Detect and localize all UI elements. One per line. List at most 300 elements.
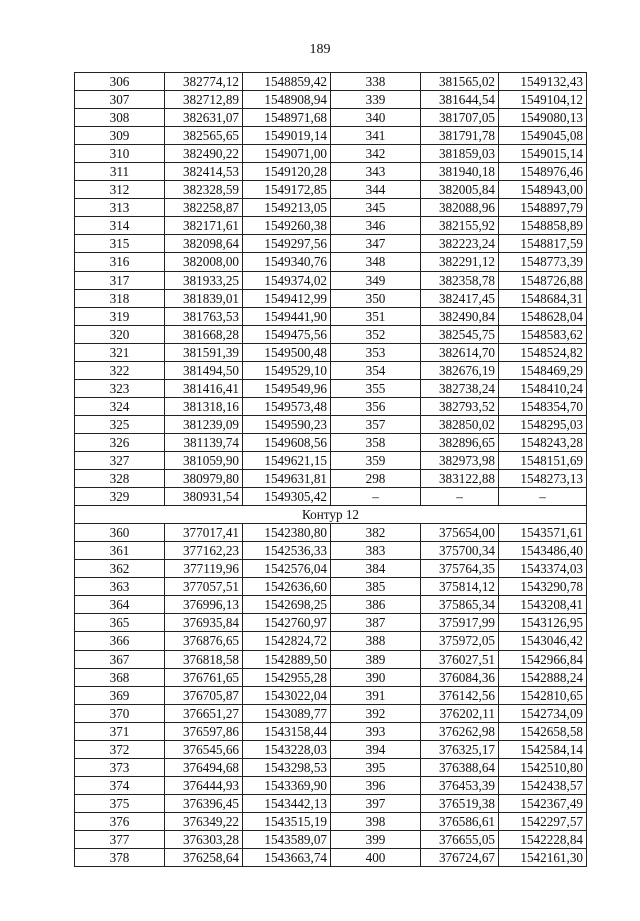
x-coordinate-cell: 381707,05 xyxy=(421,109,499,127)
point-number-cell: 315 xyxy=(75,235,165,253)
point-number-cell: 356 xyxy=(331,397,421,415)
point-number-cell: 378 xyxy=(75,849,165,867)
point-number-cell: 374 xyxy=(75,776,165,794)
y-coordinate-cell: 1543022,04 xyxy=(243,686,331,704)
x-coordinate-cell: 376202,11 xyxy=(421,704,499,722)
y-coordinate-cell: 1548628,04 xyxy=(499,307,587,325)
point-number-cell: 348 xyxy=(331,253,421,271)
x-coordinate-cell: 376586,61 xyxy=(421,812,499,830)
x-coordinate-cell: 376494,68 xyxy=(165,758,243,776)
x-coordinate-cell: 376655,05 xyxy=(421,830,499,848)
y-coordinate-cell: 1549590,23 xyxy=(243,415,331,433)
y-coordinate-cell: 1542760,97 xyxy=(243,614,331,632)
point-number-cell: 313 xyxy=(75,199,165,217)
point-number-cell: 322 xyxy=(75,361,165,379)
y-coordinate-cell: 1549305,42 xyxy=(243,488,331,506)
y-coordinate-cell: 1549621,15 xyxy=(243,451,331,469)
x-coordinate-cell: 382896,65 xyxy=(421,433,499,451)
x-coordinate-cell: 376027,51 xyxy=(421,650,499,668)
x-coordinate-cell: 381791,78 xyxy=(421,127,499,145)
x-coordinate-cell: 382490,22 xyxy=(165,145,243,163)
y-coordinate-cell: 1549441,90 xyxy=(243,307,331,325)
y-coordinate-cell: 1548583,62 xyxy=(499,325,587,343)
x-coordinate-cell: 381940,18 xyxy=(421,163,499,181)
y-coordinate-cell: 1548859,42 xyxy=(243,73,331,91)
x-coordinate-cell: 376724,67 xyxy=(421,849,499,867)
y-coordinate-cell: 1549015,14 xyxy=(499,145,587,163)
point-number-cell: 344 xyxy=(331,181,421,199)
point-number-cell: 309 xyxy=(75,127,165,145)
x-coordinate-cell: 381239,09 xyxy=(165,415,243,433)
point-number-cell: 341 xyxy=(331,127,421,145)
point-number-cell: 318 xyxy=(75,289,165,307)
y-coordinate-cell: 1543589,07 xyxy=(243,830,331,848)
point-number-cell: 376 xyxy=(75,812,165,830)
y-coordinate-cell: 1548971,68 xyxy=(243,109,331,127)
x-coordinate-cell: 376705,87 xyxy=(165,686,243,704)
table-row xyxy=(75,596,587,614)
y-coordinate-cell: 1543486,40 xyxy=(499,542,587,560)
y-coordinate-cell: 1548273,13 xyxy=(499,470,587,488)
point-number-cell: 352 xyxy=(331,325,421,343)
x-coordinate-cell: 376935,84 xyxy=(165,614,243,632)
table-row xyxy=(75,415,587,433)
y-coordinate-cell: 1542824,72 xyxy=(243,632,331,650)
point-number-cell: 358 xyxy=(331,433,421,451)
point-number-cell: 392 xyxy=(331,704,421,722)
x-coordinate-cell: 382008,00 xyxy=(165,253,243,271)
x-coordinate-cell: 381416,41 xyxy=(165,379,243,397)
point-number-cell: 349 xyxy=(331,271,421,289)
y-coordinate-cell: 1549260,38 xyxy=(243,217,331,235)
point-number-cell: 353 xyxy=(331,343,421,361)
x-coordinate-cell: 376818,58 xyxy=(165,650,243,668)
point-number-cell: 366 xyxy=(75,632,165,650)
x-coordinate-cell: 375814,12 xyxy=(421,578,499,596)
point-number-cell: 320 xyxy=(75,325,165,343)
point-number-cell: 308 xyxy=(75,109,165,127)
y-coordinate-cell: 1542228,84 xyxy=(499,830,587,848)
x-coordinate-cell: 381591,39 xyxy=(165,343,243,361)
table-row xyxy=(75,163,587,181)
x-coordinate-cell: 375917,99 xyxy=(421,614,499,632)
point-number-cell: 385 xyxy=(331,578,421,596)
y-coordinate-cell: 1548295,03 xyxy=(499,415,587,433)
y-coordinate-cell: 1542438,57 xyxy=(499,776,587,794)
table-row xyxy=(75,217,587,235)
point-number-cell: 351 xyxy=(331,307,421,325)
point-number-cell: 326 xyxy=(75,433,165,451)
y-coordinate-cell: 1549529,10 xyxy=(243,361,331,379)
point-number-cell: 359 xyxy=(331,451,421,469)
coordinates-table xyxy=(74,72,587,867)
point-number-cell: 311 xyxy=(75,163,165,181)
x-coordinate-cell: 376597,86 xyxy=(165,722,243,740)
point-number-cell: 343 xyxy=(331,163,421,181)
table-row xyxy=(75,632,587,650)
point-number-cell: 369 xyxy=(75,686,165,704)
x-coordinate-cell: 381839,01 xyxy=(165,289,243,307)
y-coordinate-cell: 1543442,13 xyxy=(243,794,331,812)
point-number-cell: 362 xyxy=(75,560,165,578)
table-row xyxy=(75,325,587,343)
point-number-cell: 324 xyxy=(75,397,165,415)
y-coordinate-cell: 1542584,14 xyxy=(499,740,587,758)
table-row xyxy=(75,253,587,271)
x-coordinate-cell: 376519,38 xyxy=(421,794,499,812)
table-row xyxy=(75,578,587,596)
x-coordinate-cell: 376262,98 xyxy=(421,722,499,740)
point-number-cell: 367 xyxy=(75,650,165,668)
table-row xyxy=(75,91,587,109)
y-coordinate-cell: 1548726,88 xyxy=(499,271,587,289)
table-row xyxy=(75,849,587,867)
y-coordinate-cell: 1549045,08 xyxy=(499,127,587,145)
point-number-cell: 307 xyxy=(75,91,165,109)
y-coordinate-cell: 1549019,14 xyxy=(243,127,331,145)
y-coordinate-cell: 1548858,89 xyxy=(499,217,587,235)
y-coordinate-cell: 1543046,42 xyxy=(499,632,587,650)
x-coordinate-cell: 376325,17 xyxy=(421,740,499,758)
point-number-cell: 339 xyxy=(331,91,421,109)
point-number-cell: 396 xyxy=(331,776,421,794)
table-row xyxy=(75,614,587,632)
y-coordinate-cell: 1549374,02 xyxy=(243,271,331,289)
y-coordinate-cell: 1549213,05 xyxy=(243,199,331,217)
table-row xyxy=(75,812,587,830)
x-coordinate-cell: 376444,93 xyxy=(165,776,243,794)
point-number-cell: 347 xyxy=(331,235,421,253)
x-coordinate-cell: 380979,80 xyxy=(165,470,243,488)
y-coordinate-cell: 1543663,74 xyxy=(243,849,331,867)
table-row xyxy=(75,127,587,145)
page-number: 189 xyxy=(309,42,331,57)
table-row xyxy=(75,145,587,163)
point-number-cell: 398 xyxy=(331,812,421,830)
y-coordinate-cell: 1542888,24 xyxy=(499,668,587,686)
x-coordinate-cell: 381059,90 xyxy=(165,451,243,469)
x-coordinate-cell: 382631,07 xyxy=(165,109,243,127)
x-coordinate-cell: 375764,35 xyxy=(421,560,499,578)
x-coordinate-cell: 382005,84 xyxy=(421,181,499,199)
x-coordinate-cell: 382545,75 xyxy=(421,325,499,343)
y-coordinate-cell: 1548243,28 xyxy=(499,433,587,451)
x-coordinate-cell: 376761,65 xyxy=(165,668,243,686)
point-number-cell: 373 xyxy=(75,758,165,776)
point-number-cell: 384 xyxy=(331,560,421,578)
x-coordinate-cell: 382358,78 xyxy=(421,271,499,289)
x-coordinate-cell: 382973,98 xyxy=(421,451,499,469)
y-coordinate-cell: 1549071,00 xyxy=(243,145,331,163)
y-coordinate-cell: 1549412,99 xyxy=(243,289,331,307)
x-coordinate-cell: 381565,02 xyxy=(421,73,499,91)
point-number-cell: 317 xyxy=(75,271,165,289)
x-coordinate-cell: 381933,25 xyxy=(165,271,243,289)
x-coordinate-cell: 380931,54 xyxy=(165,488,243,506)
point-number-cell: 377 xyxy=(75,830,165,848)
point-number-cell: 350 xyxy=(331,289,421,307)
point-number-cell: 329 xyxy=(75,488,165,506)
x-coordinate-cell: 381494,50 xyxy=(165,361,243,379)
table-row xyxy=(75,650,587,668)
x-coordinate-cell: 382565,65 xyxy=(165,127,243,145)
x-coordinate-cell: 382155,92 xyxy=(421,217,499,235)
x-coordinate-cell: 382850,02 xyxy=(421,415,499,433)
point-number-cell: 298 xyxy=(331,470,421,488)
point-number-cell: 357 xyxy=(331,415,421,433)
x-coordinate-cell: 376142,56 xyxy=(421,686,499,704)
point-number-cell: 342 xyxy=(331,145,421,163)
x-coordinate-cell: 382712,89 xyxy=(165,91,243,109)
x-coordinate-cell: 376876,65 xyxy=(165,632,243,650)
y-coordinate-cell: 1548773,39 xyxy=(499,253,587,271)
x-coordinate-cell: 376388,64 xyxy=(421,758,499,776)
x-coordinate-cell: 381668,28 xyxy=(165,325,243,343)
x-coordinate-cell: 382414,53 xyxy=(165,163,243,181)
point-number-cell: 355 xyxy=(331,379,421,397)
table-row xyxy=(75,704,587,722)
y-coordinate-cell: 1543290,78 xyxy=(499,578,587,596)
table-row xyxy=(75,668,587,686)
x-coordinate-cell: 382614,70 xyxy=(421,343,499,361)
table-row xyxy=(75,235,587,253)
y-coordinate-cell: 1549631,81 xyxy=(243,470,331,488)
point-number-cell: 371 xyxy=(75,722,165,740)
table-row xyxy=(75,271,587,289)
table-row xyxy=(75,830,587,848)
y-coordinate-cell: 1548817,59 xyxy=(499,235,587,253)
x-coordinate-cell: 381644,54 xyxy=(421,91,499,109)
table-row xyxy=(75,740,587,758)
x-coordinate-cell: 376349,22 xyxy=(165,812,243,830)
table-row xyxy=(75,524,587,542)
x-coordinate-cell: 376651,27 xyxy=(165,704,243,722)
x-coordinate-cell: 383122,88 xyxy=(421,470,499,488)
point-number-cell: 364 xyxy=(75,596,165,614)
y-coordinate-cell: 1549475,56 xyxy=(243,325,331,343)
x-coordinate-cell: 382774,12 xyxy=(165,73,243,91)
point-number-cell: 316 xyxy=(75,253,165,271)
y-coordinate-cell: 1543374,03 xyxy=(499,560,587,578)
point-number-cell: 325 xyxy=(75,415,165,433)
y-coordinate-cell: 1542658,58 xyxy=(499,722,587,740)
y-coordinate-cell: 1548524,82 xyxy=(499,343,587,361)
y-coordinate-cell: 1543126,95 xyxy=(499,614,587,632)
table-row xyxy=(75,379,587,397)
x-coordinate-cell: 376303,28 xyxy=(165,830,243,848)
point-number-cell: 393 xyxy=(331,722,421,740)
point-number-cell: 323 xyxy=(75,379,165,397)
point-number-cell: 306 xyxy=(75,73,165,91)
y-coordinate-cell: 1548908,94 xyxy=(243,91,331,109)
table-row xyxy=(75,794,587,812)
x-coordinate-cell: 381763,53 xyxy=(165,307,243,325)
y-coordinate-cell: 1549573,48 xyxy=(243,397,331,415)
x-coordinate-cell: 382417,45 xyxy=(421,289,499,307)
x-coordinate-cell: 376453,39 xyxy=(421,776,499,794)
x-coordinate-cell: 377057,51 xyxy=(165,578,243,596)
table-row xyxy=(75,758,587,776)
y-coordinate-cell: 1549608,56 xyxy=(243,433,331,451)
y-coordinate-cell: 1548943,00 xyxy=(499,181,587,199)
x-coordinate-cell: 382291,12 xyxy=(421,253,499,271)
point-number-cell: 383 xyxy=(331,542,421,560)
x-coordinate-cell: 382676,19 xyxy=(421,361,499,379)
x-coordinate-cell: 382328,59 xyxy=(165,181,243,199)
y-coordinate-cell: 1548684,31 xyxy=(499,289,587,307)
x-coordinate-cell: 381318,16 xyxy=(165,397,243,415)
y-coordinate-cell: 1548976,46 xyxy=(499,163,587,181)
x-coordinate-cell: 382098,64 xyxy=(165,235,243,253)
x-coordinate-cell: 376996,13 xyxy=(165,596,243,614)
y-coordinate-cell: 1542955,28 xyxy=(243,668,331,686)
point-number-cell: 382 xyxy=(331,524,421,542)
y-coordinate-cell: 1549132,43 xyxy=(499,73,587,91)
point-number-cell: 391 xyxy=(331,686,421,704)
y-coordinate-cell: – xyxy=(499,488,587,506)
table-row xyxy=(75,776,587,794)
point-number-cell: 360 xyxy=(75,524,165,542)
y-coordinate-cell: 1542698,25 xyxy=(243,596,331,614)
point-number-cell: 345 xyxy=(331,199,421,217)
point-number-cell: 365 xyxy=(75,614,165,632)
y-coordinate-cell: 1548410,24 xyxy=(499,379,587,397)
point-number-cell: 327 xyxy=(75,451,165,469)
y-coordinate-cell: 1543089,77 xyxy=(243,704,331,722)
section-row xyxy=(75,506,587,524)
point-number-cell: 363 xyxy=(75,578,165,596)
table-row xyxy=(75,181,587,199)
point-number-cell: 368 xyxy=(75,668,165,686)
point-number-cell: 400 xyxy=(331,849,421,867)
y-coordinate-cell: 1542576,04 xyxy=(243,560,331,578)
x-coordinate-cell: 382258,87 xyxy=(165,199,243,217)
y-coordinate-cell: 1543515,19 xyxy=(243,812,331,830)
point-number-cell: – xyxy=(331,488,421,506)
table-row xyxy=(75,289,587,307)
point-number-cell: 354 xyxy=(331,361,421,379)
point-number-cell: 328 xyxy=(75,470,165,488)
table-row xyxy=(75,451,587,469)
x-coordinate-cell: 381859,03 xyxy=(421,145,499,163)
y-coordinate-cell: 1542297,57 xyxy=(499,812,587,830)
x-coordinate-cell: 376396,45 xyxy=(165,794,243,812)
point-number-cell: 375 xyxy=(75,794,165,812)
point-number-cell: 387 xyxy=(331,614,421,632)
section-title: Контур 12 xyxy=(75,506,587,524)
y-coordinate-cell: 1549104,12 xyxy=(499,91,587,109)
point-number-cell: 312 xyxy=(75,181,165,199)
y-coordinate-cell: 1542810,65 xyxy=(499,686,587,704)
y-coordinate-cell: 1543298,53 xyxy=(243,758,331,776)
table-row xyxy=(75,397,587,415)
y-coordinate-cell: 1542536,33 xyxy=(243,542,331,560)
y-coordinate-cell: 1543228,03 xyxy=(243,740,331,758)
y-coordinate-cell: 1543158,44 xyxy=(243,722,331,740)
x-coordinate-cell: 381139,74 xyxy=(165,433,243,451)
y-coordinate-cell: 1542380,80 xyxy=(243,524,331,542)
table-row xyxy=(75,343,587,361)
y-coordinate-cell: 1542510,80 xyxy=(499,758,587,776)
y-coordinate-cell: 1542161,30 xyxy=(499,849,587,867)
x-coordinate-cell: 376545,66 xyxy=(165,740,243,758)
point-number-cell: 399 xyxy=(331,830,421,848)
y-coordinate-cell: 1542889,50 xyxy=(243,650,331,668)
point-number-cell: 310 xyxy=(75,145,165,163)
x-coordinate-cell: 375654,00 xyxy=(421,524,499,542)
y-coordinate-cell: 1543571,61 xyxy=(499,524,587,542)
y-coordinate-cell: 1549120,28 xyxy=(243,163,331,181)
table-row xyxy=(75,722,587,740)
table-row xyxy=(75,488,587,506)
point-number-cell: 394 xyxy=(331,740,421,758)
x-coordinate-cell: 377119,96 xyxy=(165,560,243,578)
point-number-cell: 346 xyxy=(331,217,421,235)
point-number-cell: 395 xyxy=(331,758,421,776)
table-row xyxy=(75,433,587,451)
table-row xyxy=(75,361,587,379)
table-row xyxy=(75,542,587,560)
point-number-cell: 386 xyxy=(331,596,421,614)
y-coordinate-cell: 1542367,49 xyxy=(499,794,587,812)
x-coordinate-cell: 382738,24 xyxy=(421,379,499,397)
x-coordinate-cell: 382223,24 xyxy=(421,235,499,253)
y-coordinate-cell: 1543369,90 xyxy=(243,776,331,794)
y-coordinate-cell: 1549549,96 xyxy=(243,379,331,397)
y-coordinate-cell: 1548469,29 xyxy=(499,361,587,379)
point-number-cell: 389 xyxy=(331,650,421,668)
table-row xyxy=(75,470,587,488)
point-number-cell: 397 xyxy=(331,794,421,812)
y-coordinate-cell: 1548151,69 xyxy=(499,451,587,469)
point-number-cell: 390 xyxy=(331,668,421,686)
y-coordinate-cell: 1548897,79 xyxy=(499,199,587,217)
y-coordinate-cell: 1549340,76 xyxy=(243,253,331,271)
point-number-cell: 361 xyxy=(75,542,165,560)
x-coordinate-cell: 375700,34 xyxy=(421,542,499,560)
point-number-cell: 338 xyxy=(331,73,421,91)
table-row xyxy=(75,307,587,325)
point-number-cell: 321 xyxy=(75,343,165,361)
point-number-cell: 388 xyxy=(331,632,421,650)
point-number-cell: 372 xyxy=(75,740,165,758)
y-coordinate-cell: 1549080,13 xyxy=(499,109,587,127)
point-number-cell: 319 xyxy=(75,307,165,325)
table-row xyxy=(75,686,587,704)
y-coordinate-cell: 1543208,41 xyxy=(499,596,587,614)
y-coordinate-cell: 1549297,56 xyxy=(243,235,331,253)
x-coordinate-cell: – xyxy=(421,488,499,506)
table-row xyxy=(75,73,587,91)
table-row xyxy=(75,199,587,217)
y-coordinate-cell: 1542966,84 xyxy=(499,650,587,668)
x-coordinate-cell: 377017,41 xyxy=(165,524,243,542)
point-number-cell: 370 xyxy=(75,704,165,722)
y-coordinate-cell: 1542734,09 xyxy=(499,704,587,722)
x-coordinate-cell: 382490,84 xyxy=(421,307,499,325)
x-coordinate-cell: 375972,05 xyxy=(421,632,499,650)
table-row xyxy=(75,560,587,578)
point-number-cell: 340 xyxy=(331,109,421,127)
x-coordinate-cell: 376084,36 xyxy=(421,668,499,686)
table-row xyxy=(75,109,587,127)
x-coordinate-cell: 382171,61 xyxy=(165,217,243,235)
x-coordinate-cell: 377162,23 xyxy=(165,542,243,560)
y-coordinate-cell: 1542636,60 xyxy=(243,578,331,596)
y-coordinate-cell: 1549172,85 xyxy=(243,181,331,199)
y-coordinate-cell: 1549500,48 xyxy=(243,343,331,361)
point-number-cell: 314 xyxy=(75,217,165,235)
